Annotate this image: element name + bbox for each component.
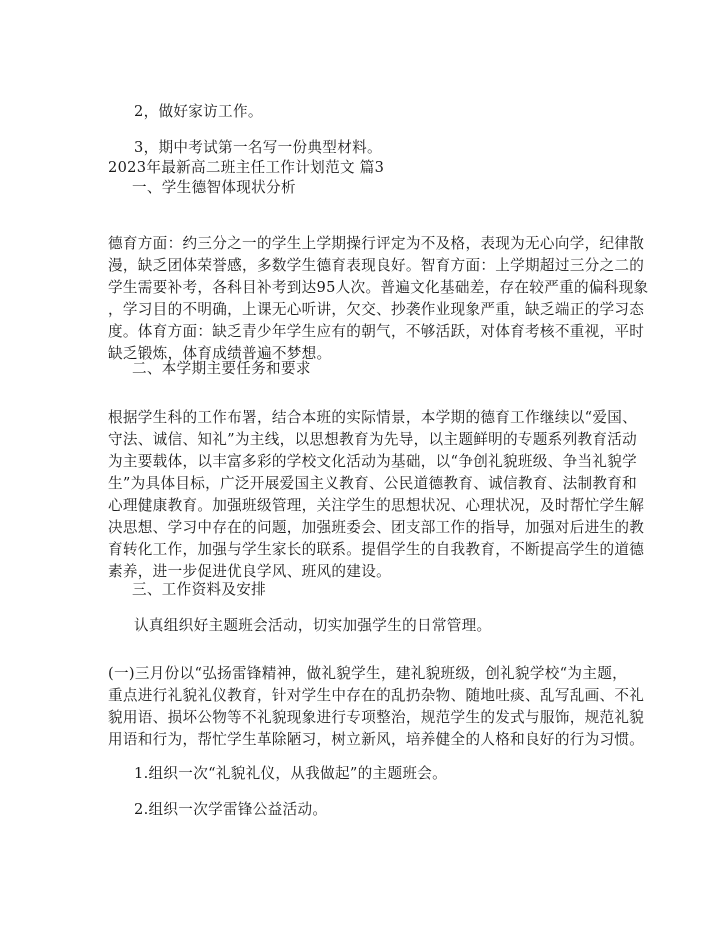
text-line: 缺乏锻炼，体育成绩普遍不梦想。 [108, 345, 332, 362]
text-line: ，学习目的不明确，上课无心听讲，欠交、抄袭作业现象严重，缺乏端正的学习态 [108, 301, 645, 318]
paragraph: 认真组织好主题班会活动，切实加强学生的日常管理。 [134, 617, 492, 634]
text-line: 学生需要补考，各科目补考到达95人次。普遍文化基础差，存在较严重的偏科现象 [108, 279, 649, 296]
text-line: 漫，缺乏团体荣誉感，多数学生德育表现良好。智育方面：上学期超过三分之二的 [108, 257, 645, 274]
text-line: 貌用语、损坏公物等不礼貌现象进行专项整治，规范学生的发式与服饰，规范礼貌 [108, 709, 645, 726]
text-line: 素养，进一步促进优良学风、班风的建设。 [108, 563, 391, 580]
list-item: 1.组织一次“礼貌礼仪，从我做起”的主题班会。 [134, 765, 448, 782]
text-line: 德育方面：约三分之一的学生上学期操行评定为不及格，表现为无心向学，纪律散 [108, 235, 645, 252]
text-line: 度。体育方面：缺乏青少年学生应有的朝气，不够活跃，对体育考核不重视，平时 [108, 323, 645, 340]
text-line: 心理健康教育。加强班级管理，关注学生的思想状况、心理状况，及时帮忙学生解 [108, 497, 645, 514]
section-heading: 三、工作资料及安排 [132, 581, 267, 598]
text-line: 重点进行礼貌礼仪教育，针对学生中存在的乱扔杂物、随地吐痰、乱写乱画、不礼 [108, 687, 645, 704]
text-line: 育转化工作，加强与学生家长的联系。提倡学生的自我教育，不断提高学生的道德 [108, 541, 645, 558]
text-line: (一)三月份以“弘扬雷锋精神，做礼貌学生，建礼貌班级，创礼貌学校“为主题， [108, 665, 628, 682]
section-heading: 一、学生德智体现状分析 [132, 179, 296, 196]
list-item: 2.组织一次学雷锋公益活动。 [134, 801, 328, 818]
text-line: 决思想、学习中存在的问题，加强班委会、团支部工作的指导，加强对后进生的教 [108, 519, 645, 536]
text-line: 生”为具体目标，广泛开展爱国主义教育、公民道德教育、诚信教育、法制教育和 [108, 475, 638, 492]
article-title: 2023年最新高二班主任工作计划范文 篇3 [108, 159, 385, 176]
text-line: 守法、诚信、知礼”为主线，以思想教育为先导，以主题鲜明的专题系列教育活动 [108, 431, 638, 448]
section-heading: 二、本学期主要任务和要求 [132, 360, 311, 377]
list-item: 2，做好家访工作。 [134, 103, 263, 120]
text-line: 为主要载体，以丰富多彩的学校文化活动为基础，以“争创礼貌班级、争当礼貌学 [108, 453, 638, 470]
list-item: 3，期中考试第一名写一份典型材料。 [134, 139, 382, 156]
text-line: 根据学生科的工作布署，结合本班的实际情景，本学期的德育工作继续以“爱国、 [108, 409, 638, 426]
text-line: 用语和行为，帮忙学生革除陋习，树立新风，培养健全的人格和良好的行为习惯。 [108, 731, 645, 748]
